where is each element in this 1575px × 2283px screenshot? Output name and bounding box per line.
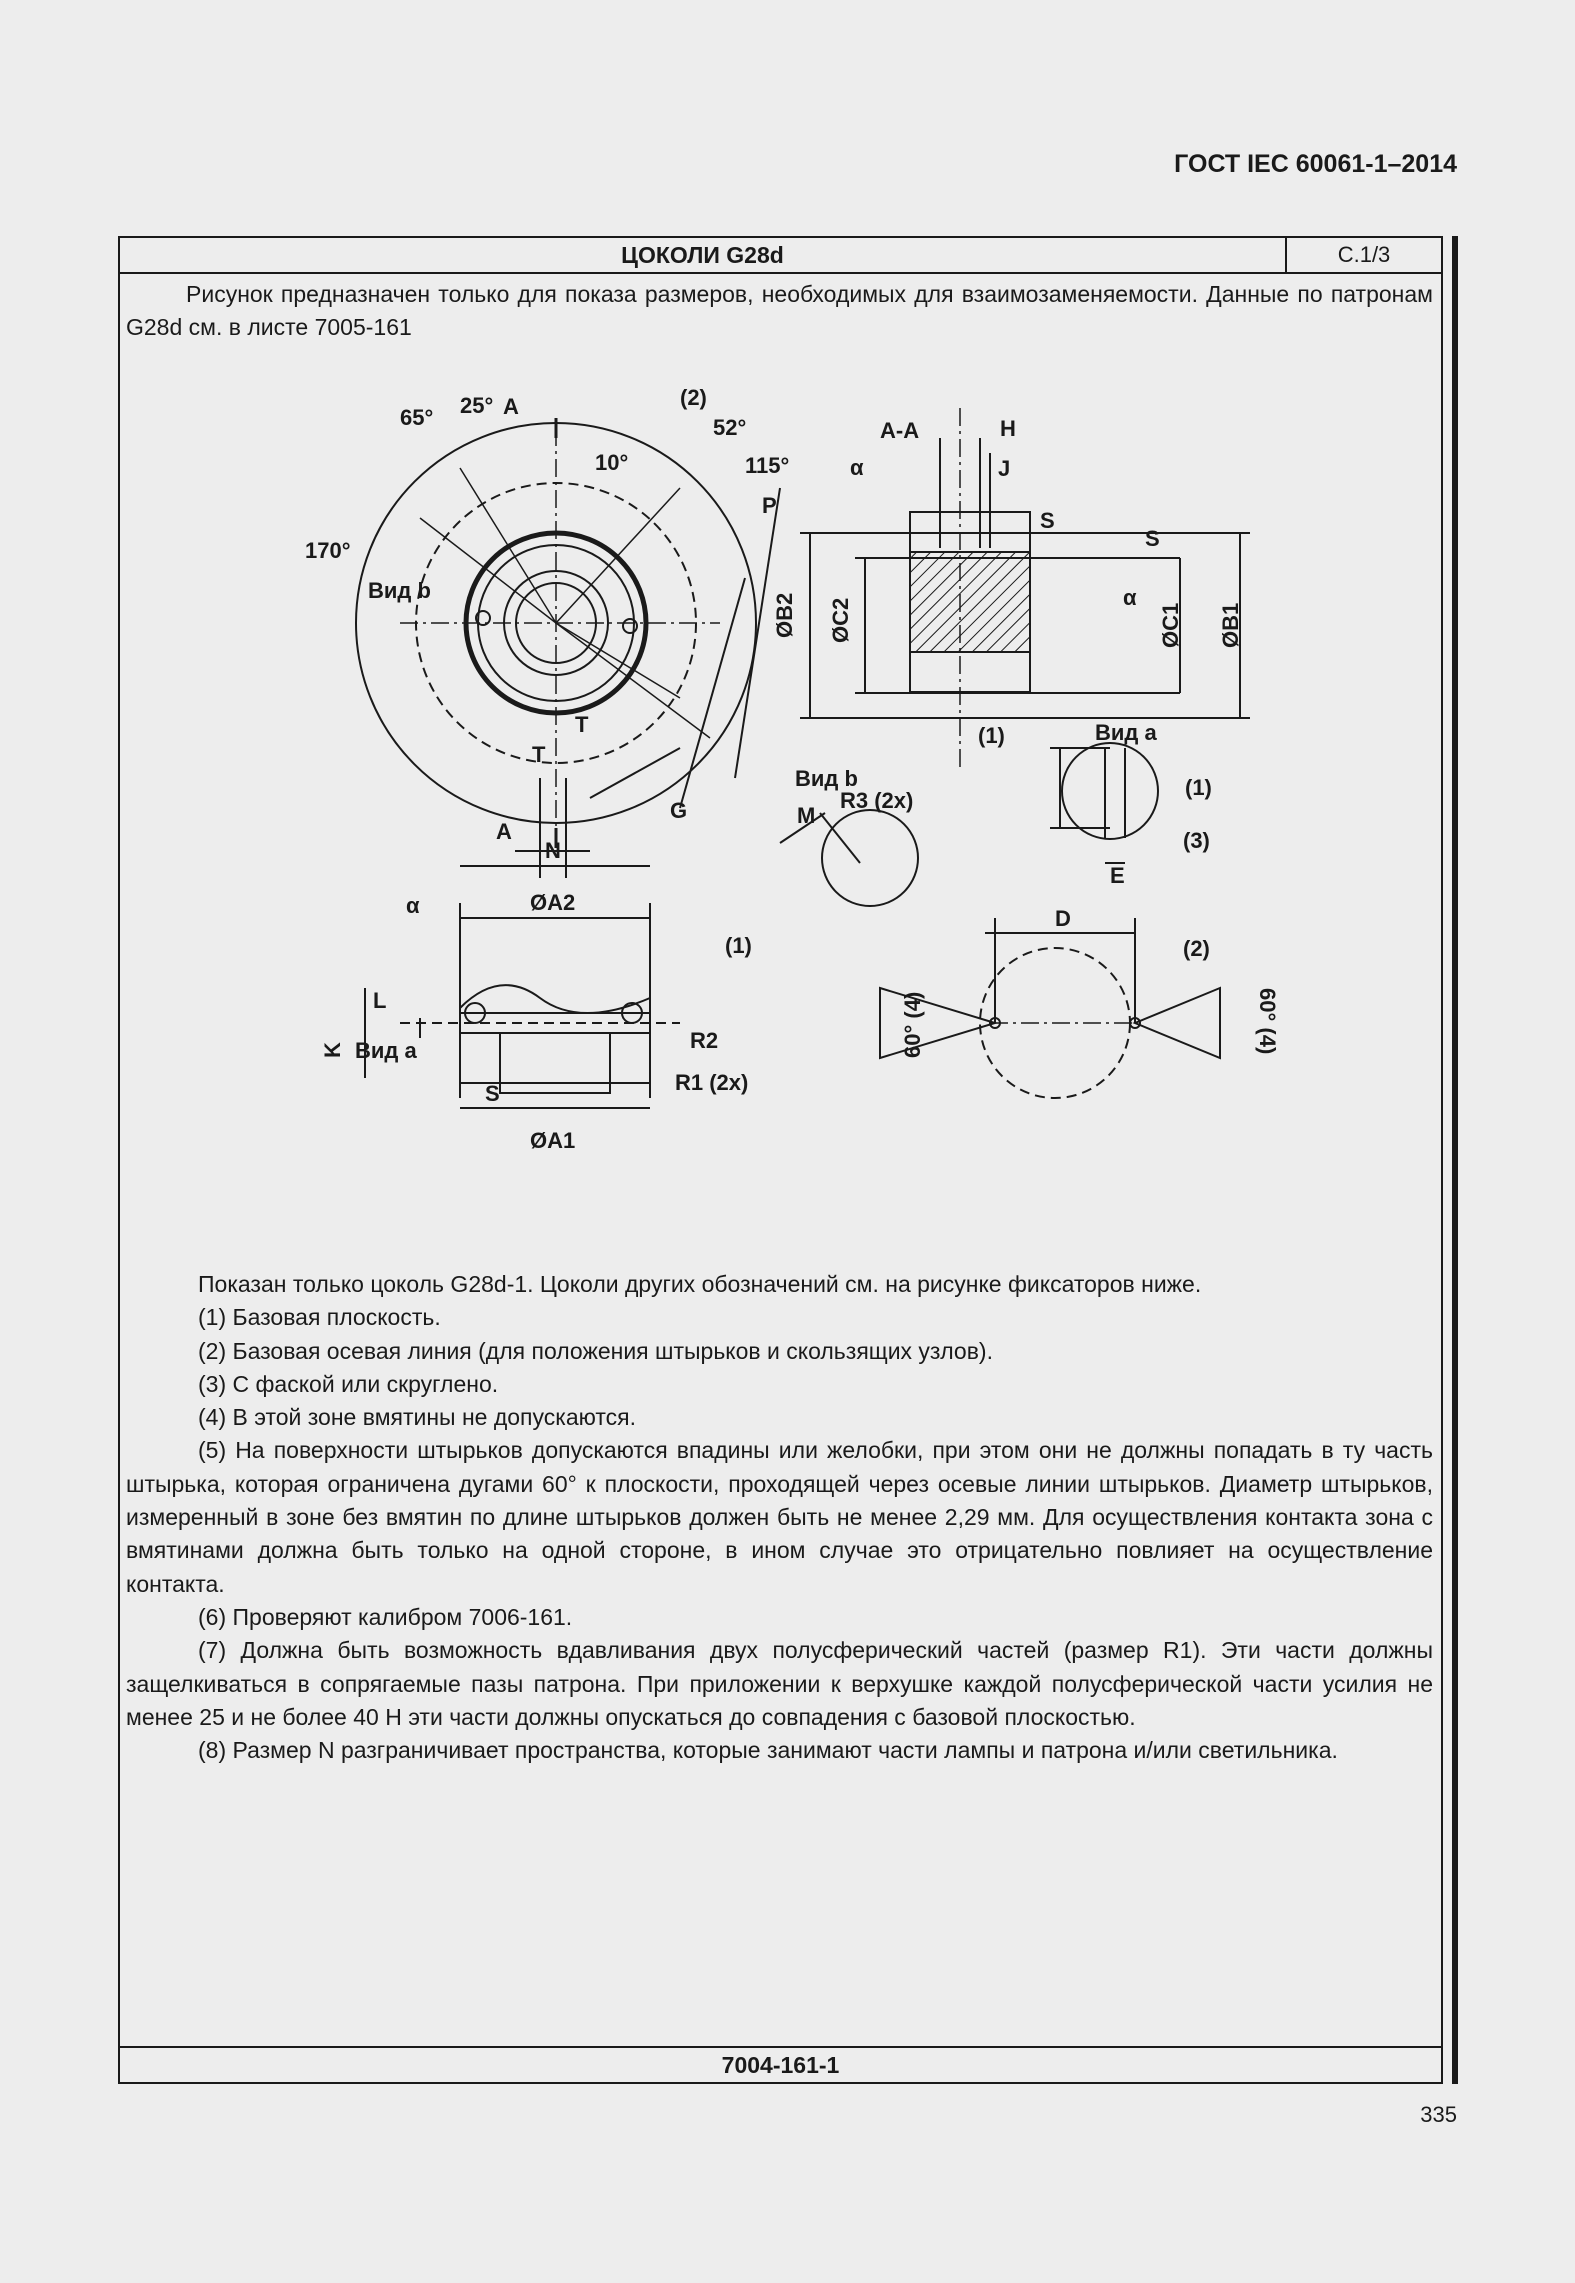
- angle-25: 25°: [460, 393, 494, 418]
- note-5: (5) На поверхности штырьков допускаются впадины или желобки, при этом они не должны попадать в ту часть штырька, которая ограничена дугами 60° к плоскости, проходящей через осевые линии штырьков. Диаметр штырьков, измеренный в зоне без вмятин по длине штырьков должен быть не менее 2,29 мм. Для осуществления контакта зона с вмятинами должна быть только на одной стороне, в ином случае это отрицательно повлияет на осуществление контакта.: [126, 1437, 1433, 1597]
- dim-s-2: S: [1145, 526, 1160, 551]
- sheet-footer: [120, 2046, 1441, 2082]
- sheet-header: [120, 238, 1441, 274]
- dim-b2: ØB2: [772, 592, 797, 638]
- zone-60-right: 60° (4): [1255, 988, 1280, 1055]
- sheet-number: С.1/3: [1337, 242, 1391, 267]
- note-7: (7) Должна быть возможность вдавливания двух полусферический частей (размер R1). Эти части должны защелкиваться в сопрягаемые пазы патрона. При приложении к верхушке каждой полусферической части усилия не менее 25 и не более 40 Н эти части должны опускаться до совпадения с базовой плоскостью.: [126, 1637, 1433, 1730]
- dim-c2: ØC2: [828, 597, 853, 643]
- angle-65: 65°: [400, 405, 434, 430]
- notes: [126, 1268, 1433, 1767]
- top-view: [356, 418, 780, 878]
- note-6: (6) Проверяют калибром 7006-161.: [198, 1603, 573, 1630]
- angle-52: 52°: [713, 415, 747, 440]
- section-title: A-A: [880, 418, 920, 443]
- dim-d: D: [1055, 906, 1071, 931]
- sheet-title: ЦОКОЛИ G28d: [621, 242, 784, 268]
- ref-1-side: (1): [725, 933, 752, 958]
- view-a-ref-1: (1): [1185, 775, 1212, 800]
- dim-l: L: [373, 988, 387, 1013]
- section-view: [800, 408, 1250, 768]
- note-2: (2) Базовая осевая линия (для положения штырьков и скользящих узлов).: [198, 1337, 993, 1364]
- dim-a1: ØA1: [530, 1128, 576, 1153]
- note-3: (3) С фаской или скруглено.: [198, 1370, 499, 1397]
- angle-115: 115°: [745, 453, 790, 478]
- ref-2-pins: (2): [1183, 936, 1210, 961]
- note-0: Показан только цоколь G28d-1. Цоколи других обозначений см. на рисунке фиксаторов ниже.: [198, 1271, 1202, 1297]
- view-b-ref: Вид b: [368, 578, 431, 603]
- alpha-2: α: [1123, 585, 1137, 610]
- view-a-ref-3: (3): [1183, 828, 1210, 853]
- alpha-3: α: [406, 893, 420, 918]
- dim-j: J: [998, 456, 1011, 481]
- intro-text: Рисунок предназначен только для показа размеров, необходимых для взаимозаменяемости. Данные по патронам G28d см. в листе 7005-161: [126, 281, 1433, 340]
- dim-s-1: S: [1040, 508, 1055, 533]
- standard-number: ГОСТ IEC 60061-1–2014: [1174, 150, 1457, 178]
- note-8: (8) Размер N разграничивает пространства, которые занимают части лампы и патрона и/или светильника.: [198, 1737, 1338, 1764]
- dim-t-1: T: [532, 742, 546, 767]
- view-a-title: Вид a: [1095, 720, 1157, 745]
- dim-g: G: [670, 798, 688, 823]
- dim-s-3: S: [485, 1081, 500, 1106]
- dim-e: E: [1110, 863, 1125, 888]
- view-a-side-ref: Вид a: [355, 1038, 417, 1063]
- dim-a2: ØA2: [530, 890, 576, 915]
- frame-edge: [1452, 236, 1458, 2084]
- page-number: 335: [1420, 2102, 1457, 2127]
- dim-r3: R3 (2x): [840, 788, 914, 813]
- angle-170: 170°: [305, 538, 351, 563]
- dim-b1: ØB1: [1218, 602, 1243, 648]
- angle-10: 10°: [595, 450, 629, 475]
- alpha-1: α: [850, 455, 864, 480]
- section-marker-top: A: [503, 394, 519, 419]
- pin-diagram: [880, 918, 1220, 1098]
- note-4: (4) В этой зоне вмятины не допускаются.: [198, 1404, 636, 1431]
- ref-2-top: (2): [680, 385, 707, 410]
- section-marker-bottom: A: [496, 819, 512, 844]
- sheet-frame: [118, 236, 1443, 2084]
- dim-k: K: [320, 1042, 345, 1058]
- dim-r2: R2: [690, 1028, 719, 1053]
- view-a: [1050, 743, 1158, 863]
- dim-t-2: T: [575, 712, 589, 737]
- dim-c1: ØC1: [1158, 602, 1183, 648]
- dim-r1: R1 (2x): [675, 1070, 749, 1095]
- dim-p: P: [762, 493, 777, 518]
- sheet-code: 7004-161-1: [721, 2052, 840, 2078]
- dim-n: N: [545, 838, 561, 863]
- dim-m: M: [797, 803, 816, 828]
- dim-h: H: [1000, 416, 1016, 441]
- ref-1-section: (1): [978, 723, 1005, 748]
- zone-60-left: 60° (4): [900, 991, 925, 1058]
- note-1: (1) Базовая плоскость.: [198, 1304, 441, 1331]
- view-b-title: Вид b: [795, 766, 858, 791]
